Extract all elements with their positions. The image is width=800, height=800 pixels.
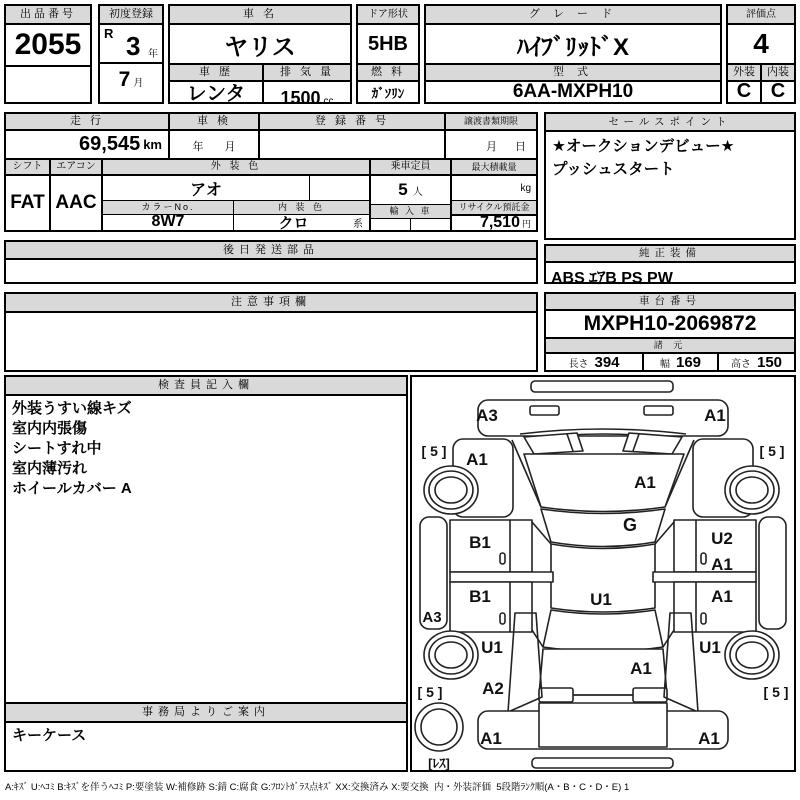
cautions-label: 注意事項欄 bbox=[6, 294, 536, 313]
equipment-value: ABS ｴｱB PS PW bbox=[551, 270, 673, 287]
mark-front-bumper-right: A1 bbox=[704, 406, 726, 425]
office-notice-label: 事務局よりご案内 bbox=[6, 702, 406, 723]
year-unit: 年 bbox=[148, 49, 158, 60]
mileage-value: 69,545 bbox=[79, 133, 141, 155]
length-value: 394 bbox=[594, 353, 620, 371]
transfer-day-unit: 日 bbox=[515, 141, 526, 153]
equipment-block bbox=[544, 244, 796, 287]
imported-cell-1 bbox=[371, 219, 411, 230]
inspector-note-line: シートすれ中 bbox=[12, 440, 102, 457]
sales-point-line: プッシュスタート bbox=[552, 161, 675, 178]
hood bbox=[524, 454, 684, 512]
rocker-panel-right bbox=[759, 517, 786, 629]
recycle-deposit-unit: 円 bbox=[521, 218, 531, 229]
mark-roof: U1 bbox=[590, 590, 612, 609]
model-code-label: 型 式 bbox=[426, 65, 720, 82]
sales-point-block bbox=[544, 112, 796, 240]
mark-tire-front-right: [ 5 ] bbox=[759, 443, 785, 459]
interior-color-suffix: 系 bbox=[353, 218, 363, 230]
interior-color-value: クロ bbox=[278, 214, 309, 232]
car-history-value: レンタ bbox=[170, 80, 264, 102]
mark-front-door-left: B1 bbox=[469, 533, 491, 552]
wheel-front-right bbox=[725, 466, 779, 514]
mileage-unit: km bbox=[143, 137, 162, 152]
cautions-value bbox=[6, 313, 536, 370]
later-parts-value bbox=[6, 260, 536, 282]
later-parts-block bbox=[4, 240, 538, 284]
car-history-label: 車 歴 bbox=[170, 65, 264, 82]
auction-no-value: 2055 bbox=[6, 25, 90, 67]
specs-label: 諸 元 bbox=[546, 339, 794, 354]
inspector-note-line: 室内内張傷 bbox=[12, 420, 88, 437]
mark-rear-hatch: A1 bbox=[630, 659, 652, 678]
registration-no-value bbox=[260, 131, 444, 158]
fuel-label: 燃 料 bbox=[358, 65, 418, 82]
tail-light-right bbox=[633, 688, 667, 702]
sales-point-label: セールスポイント bbox=[546, 114, 794, 132]
inspection-label: 車 検 bbox=[170, 114, 258, 131]
damage-code-legend: A:ｷｽﾞ U:ﾍｺﾐ B:ｷｽﾞを伴うﾍｺﾐ P:要塗装 W:補修跡 S:錆 C:腐食 G:ﾌﾛﾝﾄｶﾞﾗｽ点ｷｽﾞ XX:交換済み X:要交換 内・外装評価 5段階ﾗﾝｸ順(A・B・C・D・E) 1 bbox=[5, 782, 630, 793]
info-table bbox=[4, 112, 538, 232]
mark-rear-corner-left: A2 bbox=[482, 679, 504, 698]
capacity-value: 5 bbox=[398, 180, 408, 199]
aircon-value: AAC bbox=[55, 192, 97, 213]
car-diagram bbox=[412, 377, 794, 770]
recycle-deposit-value: 7,510 bbox=[479, 214, 520, 231]
transfer-month-unit: 月 bbox=[486, 141, 497, 153]
exterior-color-label: 外 装 色 bbox=[103, 160, 369, 176]
interior-grade-label: 内装 bbox=[762, 65, 794, 82]
front-door-left bbox=[450, 520, 532, 572]
recycle-deposit-label: リサイクル預託金 bbox=[452, 201, 536, 216]
first-registration-label: 初度登録 bbox=[100, 6, 162, 25]
rear-plate-strip bbox=[532, 758, 673, 768]
width-value: 169 bbox=[675, 353, 702, 371]
displacement-label: 排 気 量 bbox=[264, 65, 350, 82]
year-value: 3 bbox=[126, 31, 141, 61]
month-value: 7 bbox=[118, 68, 131, 91]
later-parts-label: 後日発送部品 bbox=[6, 242, 536, 260]
width-label: 幅 bbox=[659, 358, 670, 370]
score-block bbox=[726, 4, 796, 104]
sales-point-line: ★オークションデビュー★ bbox=[552, 138, 735, 155]
wheel-front-left bbox=[424, 466, 478, 514]
inspector-note-line: 室内薄汚れ bbox=[12, 460, 88, 477]
transfer-deadline-label: 譲渡書類期限 bbox=[446, 114, 536, 131]
inspector-notes-label: 検査員記入欄 bbox=[6, 377, 406, 396]
chassis-label: 車台番号 bbox=[546, 294, 794, 311]
mark-spare-tire: [ﾚｽ] bbox=[428, 756, 450, 770]
inspector-note-line: ホイールカバー A bbox=[12, 480, 132, 497]
car-name-label: 車 名 bbox=[170, 6, 350, 25]
shift-value: FAT bbox=[10, 192, 45, 213]
mileage-label: 走 行 bbox=[6, 114, 168, 131]
mark-fender-left: A1 bbox=[466, 450, 488, 469]
office-notice-line: キーケース bbox=[12, 727, 87, 744]
front-bumper bbox=[478, 400, 728, 436]
fuel-value: ｶﾞｿﾘﾝ bbox=[371, 85, 405, 101]
era-value: R bbox=[104, 26, 114, 41]
auction-no-label: 出品番号 bbox=[6, 6, 90, 25]
mark-quarter-left: U1 bbox=[481, 638, 503, 657]
damage-diagram-panel bbox=[410, 375, 796, 772]
mark-tire-rear-left: [ 5 ] bbox=[417, 684, 443, 700]
wheel-rear-right bbox=[725, 631, 779, 679]
mark-rear-door-right: A1 bbox=[711, 587, 733, 606]
auction-no-block bbox=[4, 4, 92, 104]
score-label: 評価点 bbox=[728, 6, 794, 25]
length-label: 長さ bbox=[568, 358, 589, 370]
interior-grade-value: C bbox=[770, 79, 786, 102]
exterior-color-value: アオ bbox=[103, 176, 310, 200]
spare-tire-icon bbox=[415, 703, 463, 751]
exterior-grade-value: C bbox=[728, 80, 762, 102]
height-label: 高さ bbox=[730, 358, 751, 370]
displacement-value: 1500 bbox=[280, 88, 321, 108]
tail-light-left bbox=[539, 688, 573, 702]
inspector-note-line: 外装うすい線キズ bbox=[12, 400, 132, 417]
headlight-right bbox=[623, 433, 682, 454]
registration-no-label: 登 録 番 号 bbox=[260, 114, 444, 131]
grade-value: ﾊｲﾌﾞﾘｯﾄﾞX bbox=[426, 25, 720, 65]
inspector-notes-block bbox=[4, 375, 408, 772]
mark-rear-bumper-right: A1 bbox=[698, 729, 720, 748]
mark-rear-bumper-left: A1 bbox=[480, 729, 502, 748]
door-gap-right bbox=[653, 572, 756, 582]
max-load-label: 最大積載量 bbox=[452, 160, 536, 176]
door-shape-block bbox=[356, 4, 420, 104]
shift-label: シフト bbox=[6, 160, 49, 176]
exterior-color-extra-cell bbox=[310, 176, 369, 200]
first-registration-month-cell bbox=[100, 64, 162, 102]
max-load-unit: kg bbox=[520, 182, 531, 194]
mark-tire-rear-right: [ 5 ] bbox=[763, 684, 789, 700]
capacity-label: 乗車定員 bbox=[371, 160, 450, 176]
cautions-block bbox=[4, 292, 538, 372]
imported-cell-2 bbox=[411, 219, 450, 230]
rear-window bbox=[543, 610, 663, 652]
door-shape-value: 5HB bbox=[358, 25, 418, 65]
mark-front-door-right-2: A1 bbox=[711, 555, 733, 574]
first-registration-block bbox=[98, 4, 164, 104]
auction-no-empty-cell bbox=[6, 67, 90, 102]
mark-rocker-left: A3 bbox=[422, 609, 442, 626]
inspection-month-unit: 月 bbox=[224, 141, 236, 153]
inspection-year-unit: 年 bbox=[192, 141, 204, 153]
hatch-lower bbox=[539, 703, 667, 747]
windshield bbox=[541, 509, 665, 547]
grade-block bbox=[424, 4, 722, 104]
mark-tire-front-left: [ 5 ] bbox=[421, 443, 447, 459]
exterior-grade-label: 外装 bbox=[728, 65, 762, 82]
month-unit: 月 bbox=[133, 78, 144, 89]
equipment-label: 純正装備 bbox=[546, 246, 794, 263]
door-gap-left bbox=[450, 572, 553, 582]
car-name-value: ヤリス bbox=[170, 25, 350, 65]
color-no-value: 8W7 bbox=[103, 214, 234, 230]
wheel-rear-left bbox=[424, 631, 478, 679]
headlight-left bbox=[524, 433, 583, 454]
door-shape-label: ドア形状 bbox=[358, 6, 418, 25]
mark-front-bumper-left: A3 bbox=[476, 406, 498, 425]
displacement-unit: cc bbox=[323, 96, 334, 107]
mark-windshield: G bbox=[622, 515, 638, 535]
mark-hood: A1 bbox=[634, 473, 656, 492]
imported-label: 輸 入 車 bbox=[371, 205, 450, 219]
capacity-unit: 人 bbox=[412, 187, 423, 198]
aircon-label: エアコン bbox=[51, 160, 101, 176]
mark-quarter-right: U1 bbox=[699, 638, 721, 657]
color-no-label: カラーNo. bbox=[103, 201, 234, 215]
grade-label: グ レ ー ド bbox=[426, 6, 720, 25]
rear-door-left bbox=[450, 582, 532, 632]
score-value: 4 bbox=[728, 25, 794, 65]
height-value: 150 bbox=[756, 353, 783, 371]
first-registration-year-cell bbox=[100, 25, 162, 64]
chassis-block bbox=[544, 292, 796, 372]
interior-color-label: 内 装 色 bbox=[234, 201, 369, 215]
mark-front-door-right-1: U2 bbox=[711, 529, 733, 548]
model-code-value: 6AA-MXPH10 bbox=[512, 81, 634, 102]
car-name-block bbox=[168, 4, 352, 108]
front-plate-strip bbox=[531, 381, 673, 392]
mark-rear-door-left: B1 bbox=[469, 587, 491, 606]
chassis-value: MXPH10-2069872 bbox=[546, 311, 794, 339]
